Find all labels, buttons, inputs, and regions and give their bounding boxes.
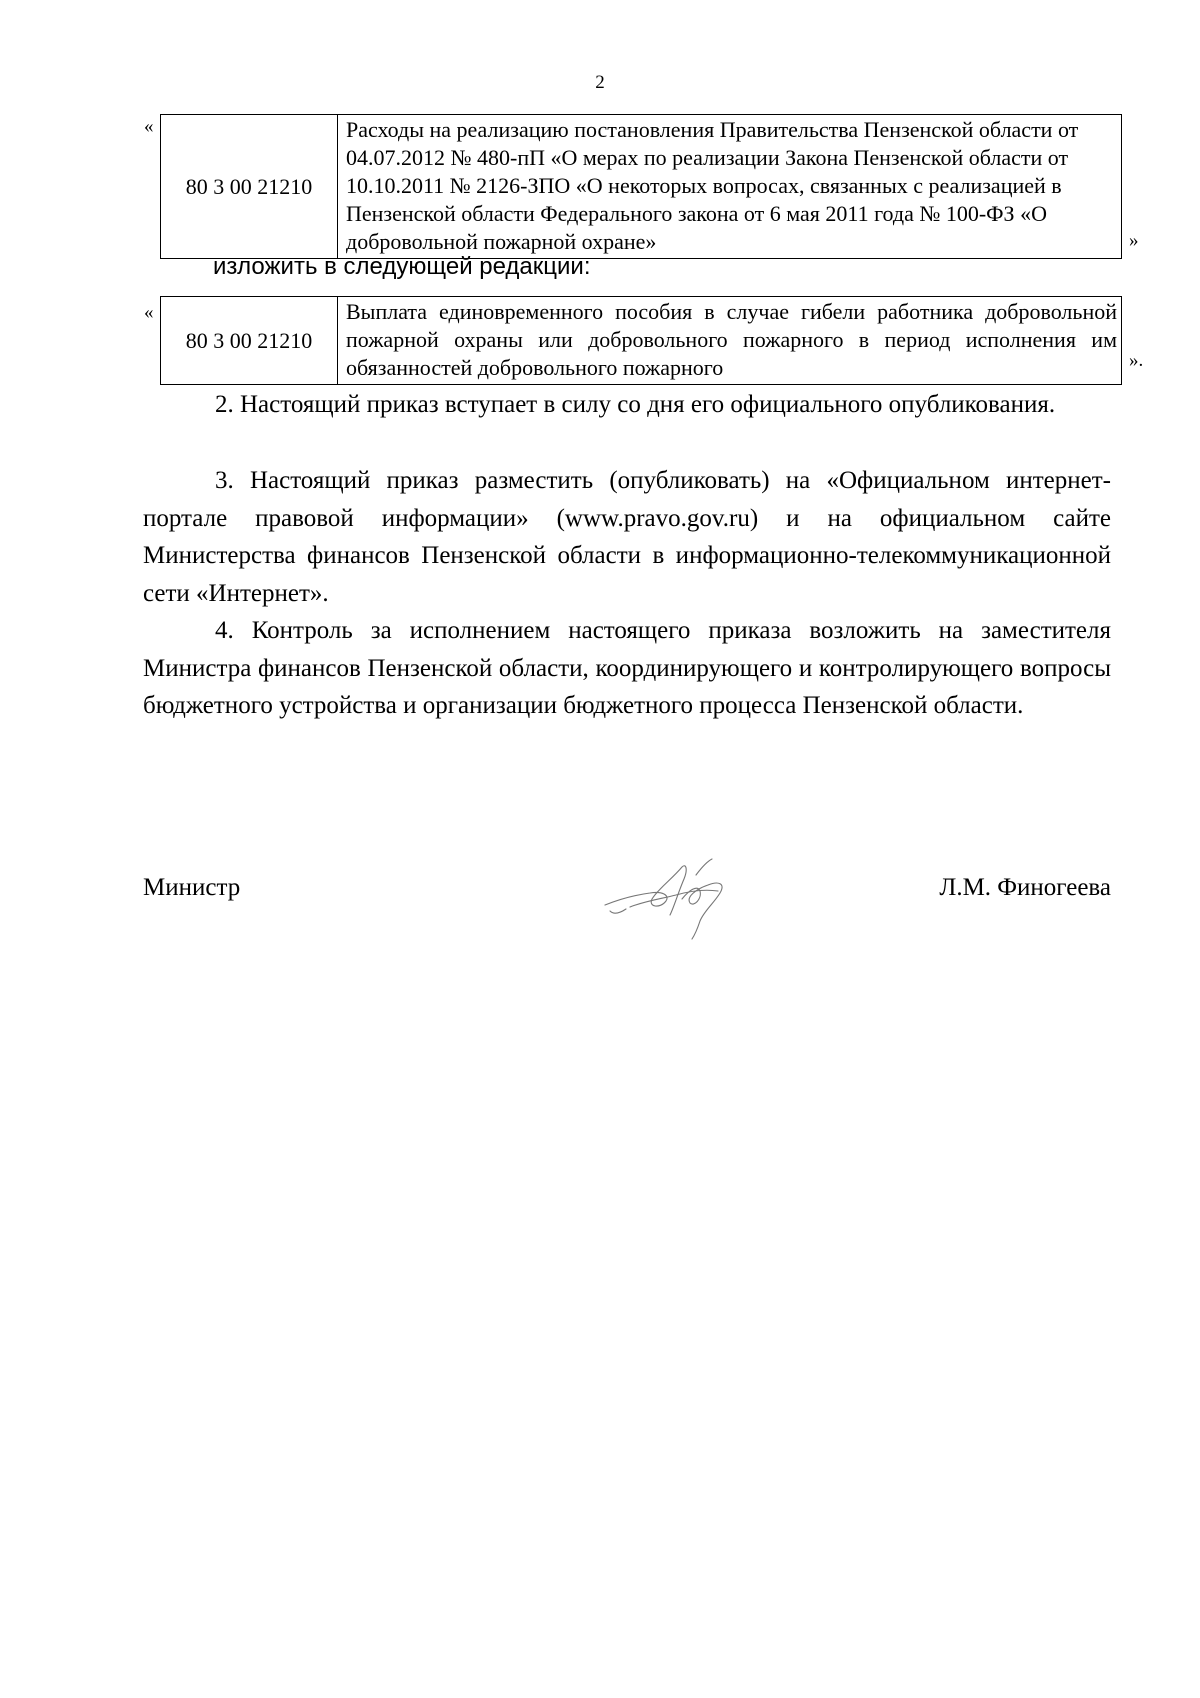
new-entry-table (160, 296, 1122, 385)
paragraph-2: 2. Настоящий приказ вступает в силу со дня его официального опубликования. (215, 391, 1056, 418)
new-entry-description: Выплата единовременного пособия в случае гибели работника добровольной пожарной охраны или добровольного пожарного в период исполнения им обязанностей добровольного пожарного (338, 297, 1122, 385)
open-quote: « (144, 302, 154, 323)
old-entry-code: 80 3 00 21210 (161, 115, 338, 259)
paragraph-3: 3. Настоящий приказ разместить (опубликовать) на «Официальном интернет-портале правовой информации» (www.pravo.gov.ru) и на официальном сайте Министерства финансов Пензенской области в информационно-телекоммуникационной сети «Интернет». (143, 467, 1111, 607)
intro-line: изложить в следующей редакции: (213, 253, 591, 280)
new-entry-code: 80 3 00 21210 (161, 297, 338, 385)
old-entry-description: Расходы на реализацию постановления Правительства Пензенской области от 04.07.2012 № 480-пП «О мерах по реализации Закона Пензенской области от 10.10.2011 № 2126-ЗПО «О некоторых вопросах, связанных с реализацией в Пензенской области Федерального закона от 6 мая 2011 года № 100-ФЗ «О добровольной пожарной охране» (338, 115, 1122, 259)
paragraph-4: 4. Контроль за исполнением настоящего приказа возложить на заместителя Министра финансов Пензенской области, координирующего и контролирующего вопросы бюджетного устройства и организации бюджетного процесса Пензенской области. (143, 617, 1111, 719)
handwritten-signature (600, 855, 750, 945)
close-quote: » (1129, 230, 1139, 251)
open-quote: « (144, 116, 154, 137)
old-entry-table (160, 114, 1122, 259)
close-quote-period: ». (1129, 350, 1144, 371)
signer-title: Министр (143, 874, 241, 901)
signer-name: Л.М. Финогеева (939, 874, 1111, 901)
page-number: 2 (595, 72, 605, 93)
